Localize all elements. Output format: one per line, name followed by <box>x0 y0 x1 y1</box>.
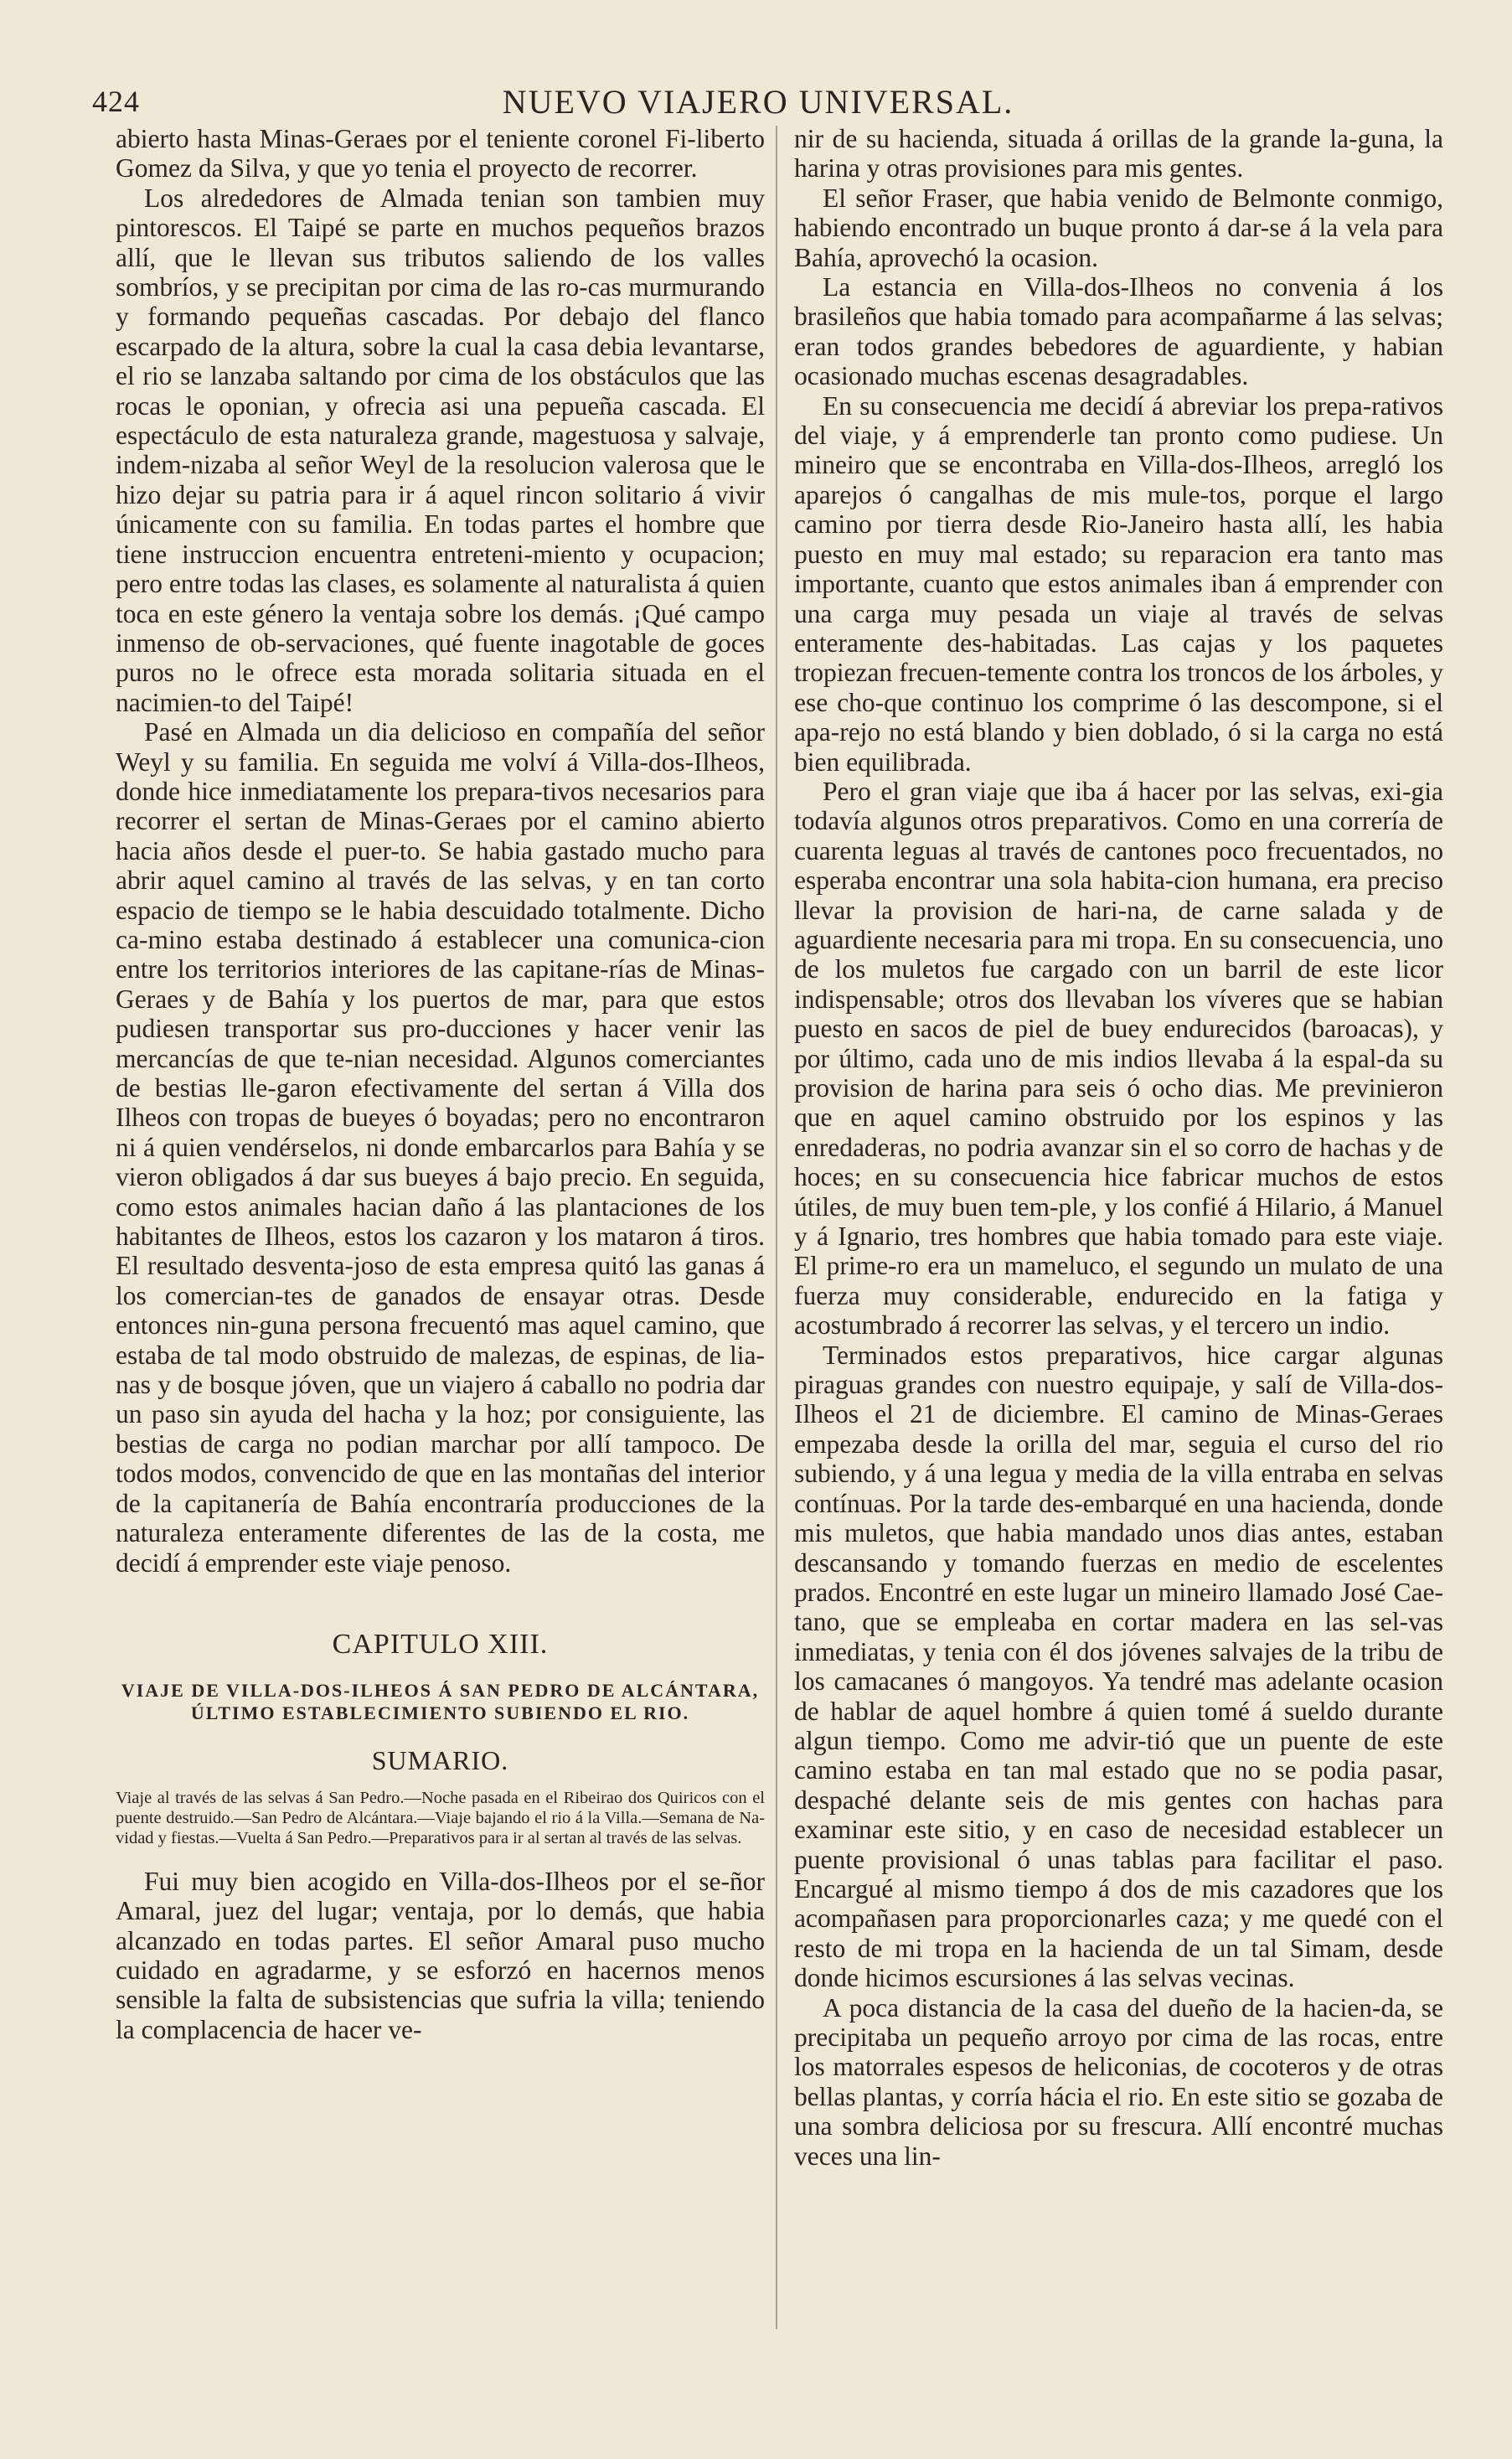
sumario-text: Viaje al través de las selvas á San Pedro.—Noche pasada en el Ribeirao dos Quiricos con el puente destruido.—San Pedro de Alcántara.—Viaje bajando el rio á la Villa.—Semana de Na-vidad y fiestas.—Vuelta á San Pedro.—Preparativos para ir al sertan al través de las selvas. <box>116 1788 765 1847</box>
paragraph: nir de su hacienda, situada á orillas de la grande la-guna, la harina y otras provisiones para mis gentes. <box>794 124 1443 183</box>
paragraph: En su consecuencia me decidí á abreviar los prepa-rativos del viaje, y á emprenderle tan pronto como pudiese. Un mineiro que se encontraba en Villa-dos-Ilheos, arregló los aparejos ó cangalhas de mis mule-tos, porque el largo camino por tierra desde Rio-Janeiro hasta allí, les habia puesto en muy mal estado; su reparacion era tanto mas importante, cuanto que estos animales iban á emprender con una carga muy pesada un viaje al través de selvas enteramente des-habitadas. Las cajas y los paquetes tropiezan frecuen-temente contra los troncos de los árboles, y ese cho-que continuo los comprime ó las descompone, si el apa-rejo no está blando y bien doblado, ó si la carga no está bien equilibrada. <box>794 390 1443 777</box>
column-divider <box>776 126 777 2329</box>
right-column <box>794 124 1443 2171</box>
paragraph: Los alrededores de Almada tenian son tambien muy pintorescos. El Taipé se parte en muchos pequeños brazos allí, que le llevan sus tributos saliendo de los valles sombríos, y se precipitan por cima de las ro-cas murmurando y formando pequeñas cascadas. Por debajo del flanco escarpado de la altura, sobre la cual la casa debia levantarse, el rio se lanzaba saltando por cima de los obstáculos que las rocas le oponian, y ofrecia asi una pepueña cascada. El espectáculo de esta naturaleza grande, magestuosa y salvaje, indem-nizaba al señor Weyl de la resolucion valerosa que le hizo dejar su patria para ir á aquel rincon solitario á vivir únicamente con su familia. En todas partes el hombre que tiene instruccion encuentra entreteni-miento y ocupacion; pero entre todas las clases, es solamente al naturalista á quien toca en este género la ventaja sobre los demás. ¡Qué campo inmenso de ob-servaciones, qué fuente inagotable de goces puros no le ofrece esta morada solitaria situada en el nacimien-to del Taipé! <box>116 183 765 717</box>
chapter-title: CAPITULO XIII. <box>332 1628 549 1660</box>
sumario-heading: SUMARIO. <box>371 1745 509 1776</box>
paragraph: La estancia en Villa-dos-Ilheos no convenia á los brasileños que habia tomado para acompañarme á las selvas; eran todos grandes bebedores de aguardiente, y habian ocasionado muchas escenas desagradables. <box>794 272 1443 391</box>
paragraph: A poca distancia de la casa del dueño de la hacien-da, se precipitaba un pequeño arroyo por cima de las rocas, entre los matorrales espesos de heliconias, de cocoteros y de otras bellas plantas, y corría hácia el rio. En este sitio se gozaba de una sombra deliciosa por su frescura. Allí encontré muchas veces una lin- <box>794 1992 1443 2171</box>
running-title: NUEVO VIAJERO UNIVERSAL. <box>502 83 1014 121</box>
page-header <box>92 82 1424 129</box>
paragraph: abierto hasta Minas-Geraes por el teniente coronel Fi-liberto Gomez da Silva, y que yo tenia el proyecto de recorrer. <box>116 124 765 183</box>
paragraph: Pero el gran viaje que iba á hacer por las selvas, exi-gia todavía algunos otros preparativos. Como en una correría de cuarenta leguas al través de cantones poco frecuentados, no esperaba encontrar una sola habita-cion humana, era preciso llevar la provision de hari-na, de carne salada y de aguardiente necesaria para mi tropa. En su consecuencia, uno de los muletos fue cargado con un barril de este licor indispensable; otros dos llevaban los víveres que se habian puesto en sacos de piel de buey endurecidos (baroacas), y por último, cada uno de mis indios llevaba á la espal-da su provision de harina para seis ó ocho dias. Me previnieron que en aquel camino obstruido por los espinos y las enredaderas, no podria avanzar sin el so corro de hachas y de hoces; en su consecuencia hice fabricar muchos de estos útiles, de muy buen tem-ple, y los confié á Hilario, á Manuel y á Ignario, tres hombres que habia tomado para este viaje. El prime-ro era un mameluco, el segundo un mulato de una fuerza muy considerable, endurecido en la fatiga y acostumbrado á recorrer las selvas, y el tercero un indio. <box>794 776 1443 1341</box>
left-column <box>116 124 765 2044</box>
paragraph: Pasé en Almada un dia delicioso en compañía del señor Weyl y su familia. En seguida me volví á Villa-dos-Ilheos, donde hice inmediatamente los prepara-tivos necesarios para recorrer el sertan de Minas-Geraes por el camino abierto hacia años desde el puer-to. Se habia gastado mucho para abrir aquel camino al través de las selvas, y en tan corto espacio de tiempo se le habia descuidado totalmente. Dicho ca-mino estaba destinado á establecer una comunica-cion entre los territorios interiores de las capitane-rías de Minas-Geraes y de Bahía y los puertos de mar, para que estos pudiesen transportar sus pro-ducciones y hacer venir las mercancías de que te-nian necesidad. Algunos comerciantes de bestias lle-garon efectivamente del sertan á Villa dos Ilheos con tropas de bueyes ó boyadas; pero no encontraron ni á quien vendérselos, ni donde embarcarlos para Bahía y se vieron obligados á dar sus bueyes á bajo precio. En seguida, como estos animales hacian daño á las plantaciones de los habitantes de Ilheos, estos los cazaron y los mataron á tiros. El resultado desventa-joso de esta empresa quitó las ganas á los comercian-tes de ganados de ensayar otras. Desde entonces nin-guna persona frecuentó mas aquel camino, que estaba de tal modo obstruido de malezas, de espinas, de lia-nas y de bosque jóven, que un viajero á caballo no podria dar un paso sin ayuda del hacha y la hoz; por consiguiente, las bestias de carga no podian marchar por allí tampoco. De todos modos, convencido de que en las montañas del interior de la capitanería de Bahía encontraría producciones de la naturaleza enteramente diferentes de las de la costa, me decidí á emprender este viaje penoso. <box>116 717 765 1578</box>
page-number: 424 <box>92 85 140 118</box>
paragraph: Fui muy bien acogido en Villa-dos-Ilheos por el se-ñor Amaral, juez del lugar; ventaja, por lo demás, que habia alcanzado en todas partes. El señor Amaral puso mucho cuidado en agradarme, y se esforzó en hacernos menos sensible la falta de subsistencias que sufria la villa; teniendo la complacencia de hacer ve- <box>116 1866 765 2044</box>
paragraph: Terminados estos preparativos, hice cargar algunas piraguas grandes con nuestro equipaje, y salí de Villa-dos-Ilheos el 21 de diciembre. El camino de Minas-Geraes empezaba desde la orilla del mar, seguia el curso del rio subiendo, y á una legua y media de la villa entraba en selvas contínuas. Por la tarde des-embarqué en una hacienda, donde mis muletos, que habia mandado unos dias antes, estaban descansando y tomando fuerzas en medio de escelentes prados. Encontré en este lugar un mineiro llamado José Cae-tano, que se empleaba en cortar madera en las sel-vas inmediatas, y tenia con él dos jóvenes salvajes de la tribu de los camacanes ó mangoyos. Ya tendré mas adelante ocasion de hablar de aquel hombre á quien tomé á sueldo durante algun tiempo. Como me advir-tió que un puente de este camino estaba en tan mal estado que no se podia pasar, despaché delante seis de mis gentes con hachas para examinar este sitio, y en caso de necesidad establecer un puente provisional ó unas tablas para facilitar el paso. Encargué al mismo tiempo á dos de mis cazadores que los acompañasen para proporcionarles caza; y me quedé con el resto de mi tropa en la hacienda de un tal Simam, desde donde hicimos escursiones á las selvas vecinas. <box>794 1340 1443 1993</box>
paragraph: El señor Fraser, que habia venido de Belmonte conmigo, habiendo encontrado un buque pronto á dar-se á la vela para Bahía, aprovechó la ocasion. <box>794 183 1443 272</box>
chapter-subtitle: VIAJE DE VILLA-DOS-ILHEOS Á SAN PEDRO DE ALCÁNTARA, ÚLTIMO ESTABLECIMIENTO SUBIENDO EL RIO. <box>121 1680 760 1724</box>
